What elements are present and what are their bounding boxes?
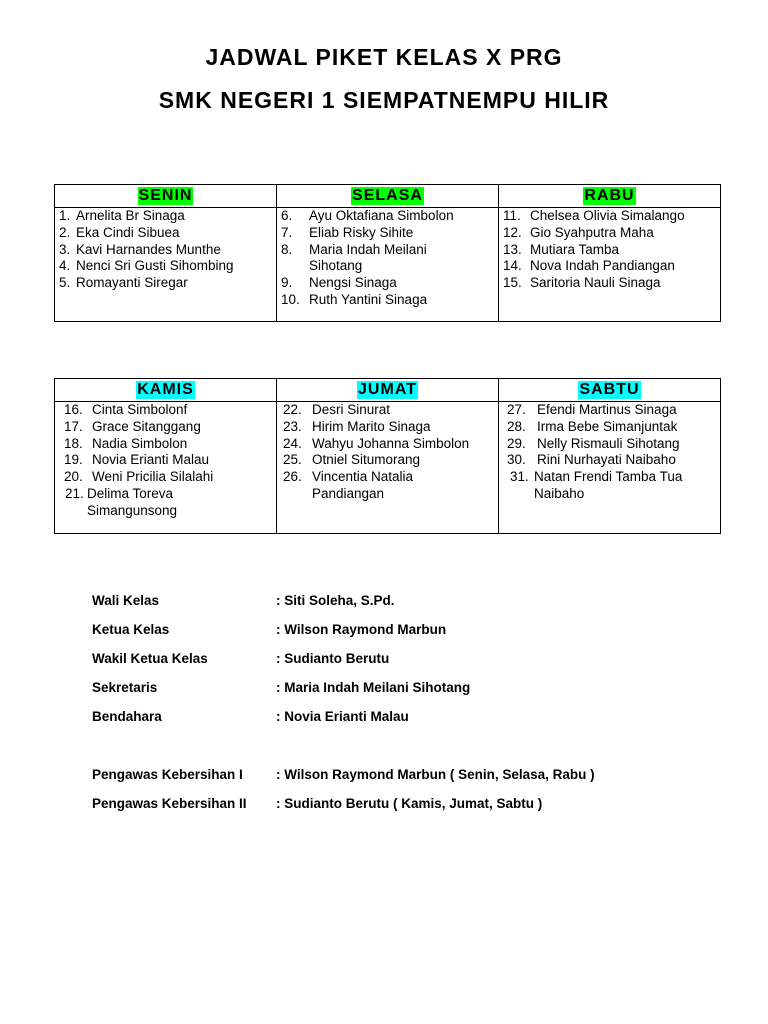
list-item: 7. Eliab Risky Sihite bbox=[281, 224, 414, 240]
day-cell-jumat bbox=[277, 402, 499, 534]
list-item: 22. Desri Sinurat bbox=[283, 402, 391, 417]
page-title: JADWAL PIKET KELAS X PRG bbox=[205, 44, 563, 70]
list-item: 23. Hirim Marito Sinaga bbox=[283, 418, 431, 434]
class-officers bbox=[92, 591, 595, 823]
list-item: 15. Saritoria Nauli Sinaga bbox=[503, 275, 661, 291]
day-header-selasa: SELASA bbox=[277, 185, 499, 208]
officer-row: Ketua Kelas : Wilson Raymond Marbun bbox=[92, 622, 447, 637]
list-item: 17. Grace Sitanggang bbox=[64, 418, 201, 434]
list-item: 3. Kavi Harnandes Munthe bbox=[59, 241, 221, 257]
list-item: 30. Rini Nurhayati Naibaho bbox=[507, 452, 676, 468]
day-header-sabtu: SABTU bbox=[499, 379, 721, 402]
list-item: 2. Eka Cindi Sibuea bbox=[59, 224, 180, 240]
day-header-senin: SENIN bbox=[55, 185, 277, 208]
list-item: 25. Otniel Situmorang bbox=[283, 452, 421, 468]
officer-row: Bendahara : Novia Erianti Malau bbox=[92, 709, 409, 724]
day-cell-sabtu bbox=[499, 402, 721, 534]
list-item: 1. Arnelita Br Sinaga bbox=[59, 208, 185, 223]
list-item: 27. Efendi Martinus Sinaga bbox=[507, 402, 677, 417]
day-header-jumat: JUMAT bbox=[277, 379, 499, 402]
student-list bbox=[503, 208, 716, 292]
list-item: 24. Wahyu Johanna Simbolon bbox=[283, 435, 470, 451]
supervisor-row: Pengawas Kebersihan I : Wilson Raymond Marbun ( Senin, Selasa, Rabu ) bbox=[92, 767, 595, 782]
day-cell-senin bbox=[55, 208, 277, 322]
schedule-table-week-end bbox=[54, 378, 721, 534]
student-list bbox=[281, 208, 494, 309]
list-item: 18. Nadia Simbolon bbox=[64, 435, 188, 451]
list-item: 10. Ruth Yantini Sinaga bbox=[281, 291, 428, 307]
day-cell-selasa bbox=[277, 208, 499, 322]
student-list bbox=[503, 402, 716, 503]
list-item: 28. Irma Bebe Simanjuntak bbox=[507, 418, 678, 434]
list-item: 9. Nengsi Sinaga bbox=[281, 275, 397, 291]
list-item: 12. Gio Syahputra Maha bbox=[503, 224, 654, 240]
list-item: 21. Delima Toreva Simangunsong bbox=[65, 485, 178, 518]
officer-row: Wakil Ketua Kelas : Sudianto Berutu bbox=[92, 651, 390, 666]
list-item: 19. Novia Erianti Malau bbox=[64, 452, 210, 468]
list-item: 13. Mutiara Tamba bbox=[503, 241, 620, 257]
officer-row: Wali Kelas : Siti Soleha, S.Pd. bbox=[92, 593, 395, 608]
schedule-table-week-start bbox=[54, 184, 721, 322]
list-item: 6. Ayu Oktafiana Simbolon bbox=[281, 208, 454, 223]
day-cell-rabu bbox=[499, 208, 721, 322]
list-item: 5. Romayanti Siregar bbox=[59, 275, 188, 291]
list-item: 31. Natan Frendi Tamba Tua Naibaho bbox=[510, 469, 683, 501]
day-header-kamis: KAMIS bbox=[55, 379, 277, 402]
list-item: 8. Maria Indah Meilani Sihotang bbox=[281, 241, 427, 274]
list-item: 29. Nelly Rismauli Sihotang bbox=[507, 435, 680, 451]
list-item: 14. Nova Indah Pandiangan bbox=[503, 258, 675, 274]
day-header-rabu: RABU bbox=[499, 185, 721, 208]
student-list bbox=[281, 402, 494, 503]
officer-row: Sekretaris : Maria Indah Meilani Sihotang bbox=[92, 680, 471, 695]
list-item: 20. Weni Pricilia Silalahi bbox=[64, 469, 214, 485]
school-name: SMK NEGERI 1 SIEMPATNEMPU HILIR bbox=[158, 87, 610, 113]
supervisor-row: Pengawas Kebersihan II : Sudianto Berutu ( Kamis, Jumat, Sabtu ) bbox=[92, 796, 543, 811]
list-item: 16. Cinta Simbolonf bbox=[64, 402, 188, 417]
student-list bbox=[59, 402, 272, 520]
list-item: 4. Nenci Sri Gusti Sihombing bbox=[59, 258, 234, 274]
list-item: 26. Vincentia Natalia Pandiangan bbox=[283, 469, 414, 501]
list-item: 11. Chelsea Olivia Simalango bbox=[503, 208, 685, 223]
day-cell-kamis bbox=[55, 402, 277, 534]
student-list bbox=[59, 208, 272, 292]
